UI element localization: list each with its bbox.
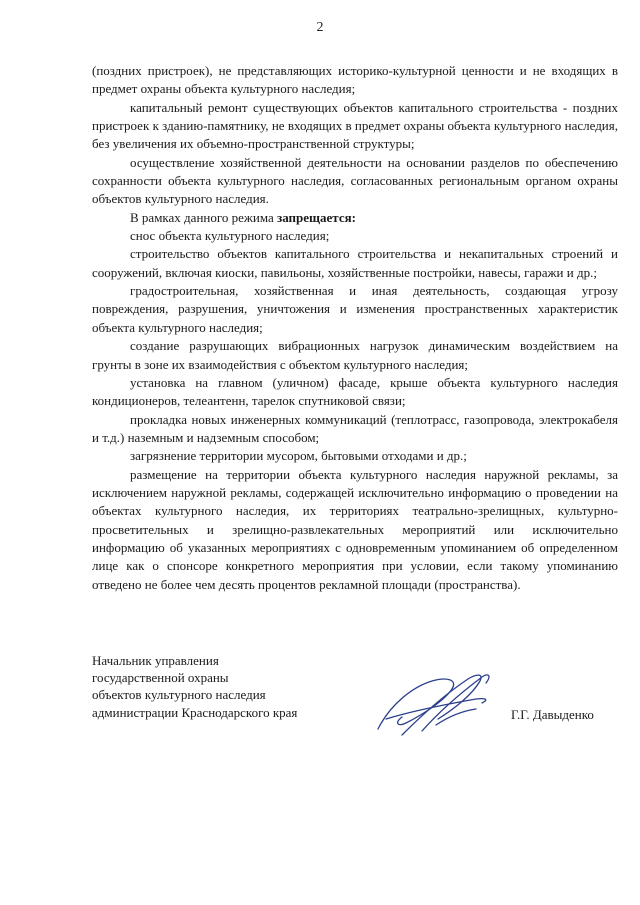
- paragraph: загрязнение территории мусором, бытовыми отходами и др.;: [130, 448, 467, 464]
- forbidden-keyword: запрещается:: [276, 209, 356, 225]
- signatory-title-line: государственной охраны: [92, 670, 229, 686]
- handwritten-signature: [372, 665, 500, 743]
- regime-intro-text: В рамках данного режима: [130, 209, 277, 225]
- paragraph: размещение на территории объекта культурного наследия наружной рекламы, за исключением наружной рекламы, содержащей исключительно информацию о проведении на объектах культурного наследия, их территориях театрально-зрелищных, культурно-просветительных и зрелищно-развлекательных мероприятий или исключительно информацию об указанных мероприятиях с одновременным упоминанием об определенном лице как о спонсоре конкретного мероприятия при условии, если такому упоминанию отведено не более чем десять процентов рекламной площади (пространства).: [92, 466, 618, 592]
- signatory-title-line: администрации Краснодарского края: [92, 704, 298, 720]
- paragraph: осуществление хозяйственной деятельности на основании разделов по обеспечению сохранности объекта культурного наследия, согласованных региональным органом охраны объектов культурного наследия.: [92, 154, 618, 207]
- paragraph: снос объекта культурного наследия;: [130, 228, 330, 244]
- paragraph: строительство объектов капитального строительства и некапитальных строений и сооружений, включая киоски, павильоны, хозяйственные постройки, навесы, гаражи и др.;: [92, 246, 618, 280]
- paragraph-regime-intro: [92, 209, 618, 227]
- signatory-title-line: объектов культурного наследия: [92, 687, 266, 703]
- paragraph: установка на главном (уличном) фасаде, крыше объекта культурного наследия кондиционеров, телеантенн, тарелок спутниковой связи;: [92, 374, 618, 409]
- paragraph: (поздних пристроек), не представляющих историко-культурной ценности и не входящих в предмет охраны объекта культурного наследия;: [92, 63, 618, 97]
- document-body: [92, 62, 618, 594]
- paragraph: капитальный ремонт существующих объектов капитального строительства - поздних пристроек к зданию-памятнику, не входящих в предмет охраны объекта культурного наследия, без увеличения их объемно-пространственной структуры;: [92, 99, 618, 152]
- paragraph: прокладка новых инженерных коммуникаций (теплотрасс, газопровода, электрокабеля и т.д.) наземным и надземным способом;: [92, 411, 618, 445]
- signatory-title-line: Начальник управления: [92, 653, 219, 668]
- paragraph: создание разрушающих вибрационных нагрузок динамическим воздействием на грунты в зоне их взаимодействия с объектом культурного наследия;: [92, 338, 618, 372]
- signatory-title: [92, 652, 392, 721]
- paragraph: градостроительная, хозяйственная и иная деятельность, создающая угрозу повреждения, разрушения, уничтожения и изменения пространственных характеристик объекта культурного наследия;: [92, 283, 618, 335]
- signer-name: Г.Г. Давыденко: [511, 707, 594, 722]
- page-number: 2: [316, 20, 324, 35]
